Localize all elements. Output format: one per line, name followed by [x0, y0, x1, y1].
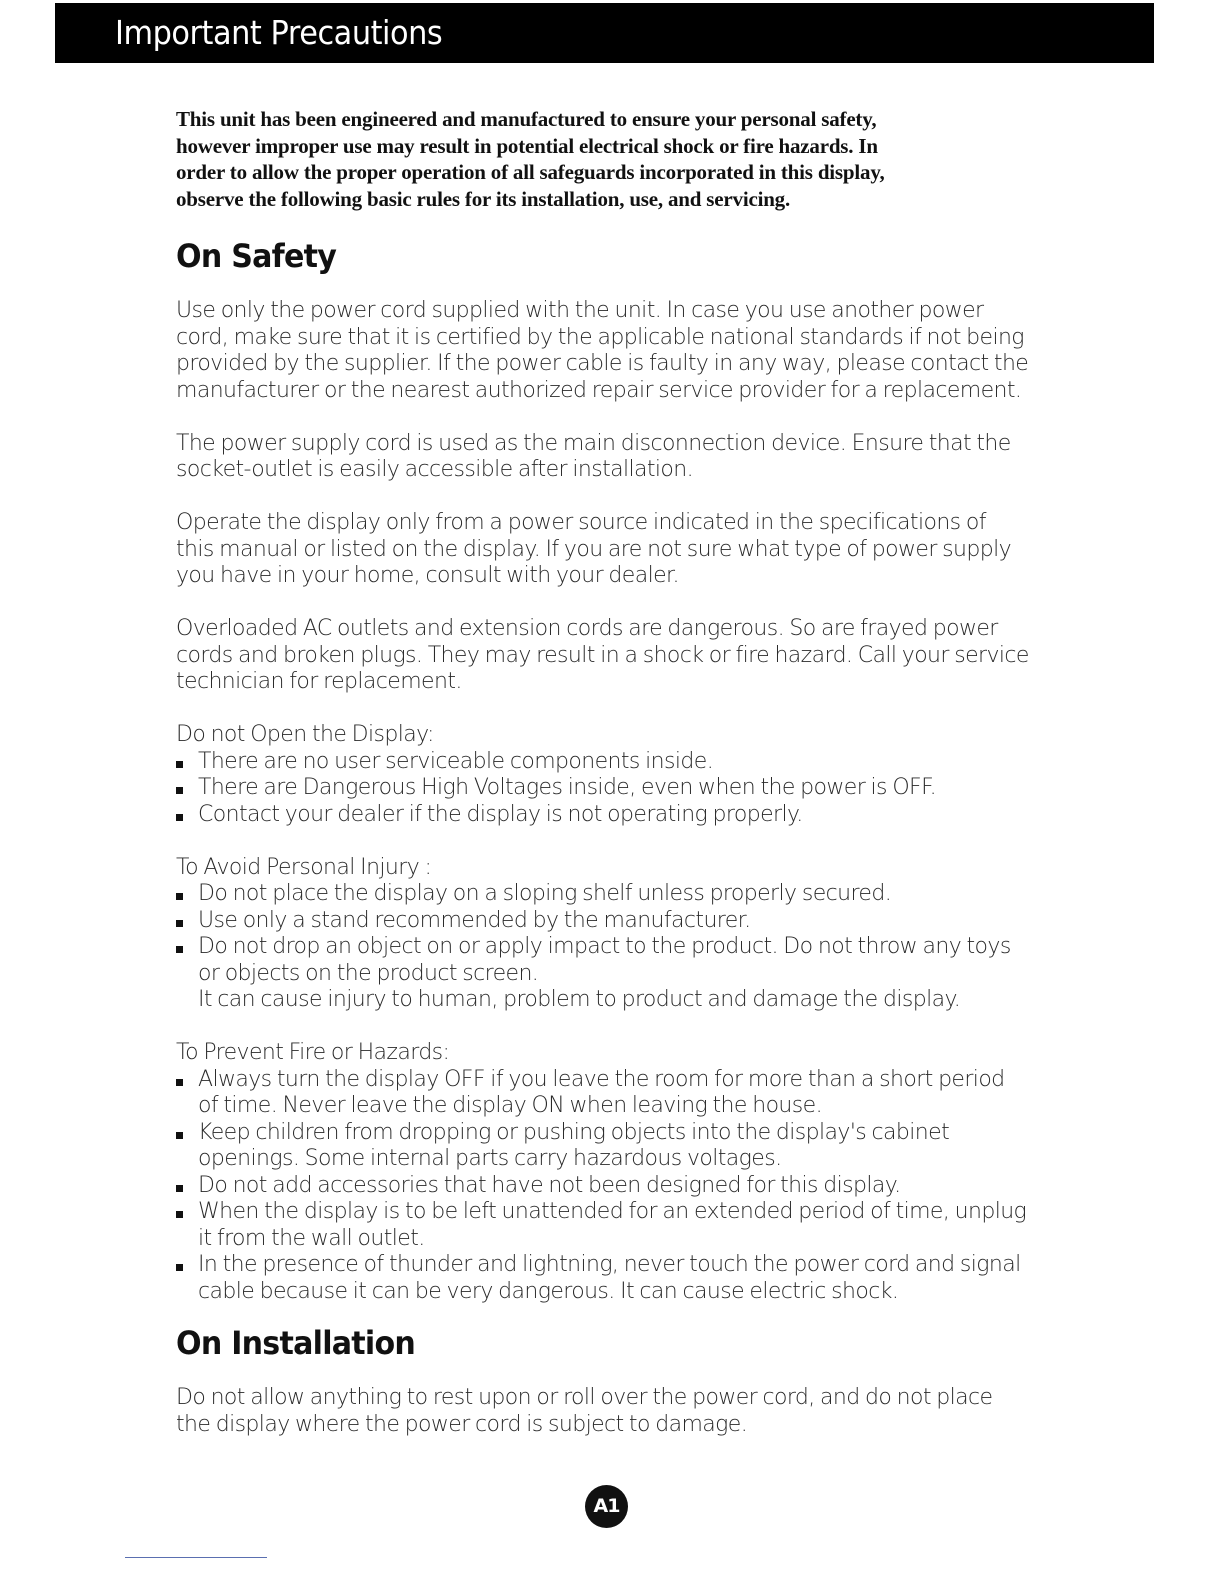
text-line: Do not allow anything to rest upon or roll over the power cord, and do not place	[176, 1385, 993, 1410]
text-line: socket-outlet is easily accessible after installation.	[176, 457, 694, 482]
text-line: Use only the power cord supplied with the unit. In case you use another power	[176, 298, 984, 323]
safety-paragraph	[176, 510, 1056, 590]
list-item	[176, 1199, 1056, 1252]
open-display-list	[176, 749, 1056, 829]
text-line: Contact your dealer if the display is not operating properly.	[198, 801, 803, 827]
list-item	[176, 881, 1056, 908]
intro-line: order to allow the proper operation of all safeguards incorporated in this display,	[176, 160, 885, 184]
fire-list	[176, 1067, 1056, 1306]
bullet-icon	[176, 920, 183, 927]
list-item	[176, 1120, 1056, 1173]
text-line: Do not add accessories that have not been designed for this display.	[198, 1172, 901, 1198]
bullet-icon	[176, 893, 183, 900]
bullet-icon	[176, 814, 183, 821]
installation-paragraph	[176, 1385, 1056, 1438]
text-line: it from the wall outlet.	[198, 1225, 425, 1251]
safety-paragraph	[176, 298, 1056, 404]
list-title-injury: To Avoid Personal Injury :	[176, 854, 432, 880]
text-line: the display where the power cord is subject to damage.	[176, 1411, 748, 1437]
text-line: Keep children from dropping or pushing objects into the display's cabinet	[198, 1119, 950, 1145]
intro-line: however improper use may result in potential electrical shock or fire hazards. In	[176, 133, 878, 158]
bullet-icon	[176, 946, 183, 953]
footer-divider	[125, 1557, 267, 1558]
injury-list	[176, 881, 1056, 1014]
text-line: When the display is to be left unattended for an extended period of time, unplug	[198, 1199, 1027, 1224]
list-item	[176, 802, 1056, 829]
text-line: Overloaded AC outlets and extension cords are dangerous. So are frayed power	[176, 616, 998, 641]
safety-paragraph	[176, 431, 1056, 484]
text-line: of time. Never leave the display ON when leaving the house.	[198, 1093, 822, 1118]
page-title: Important Precautions	[115, 13, 443, 52]
bullet-icon	[176, 1079, 183, 1086]
section-heading-safety: On Safety	[176, 237, 337, 275]
list-item	[176, 908, 1056, 935]
text-line: Do not place the display on a sloping shelf unless properly secured.	[198, 881, 892, 906]
text-line: There are no user serviceable components inside.	[198, 748, 714, 774]
list-title-open-display: Do not Open the Display:	[176, 722, 434, 747]
list-item	[176, 1252, 1056, 1305]
text-line: you have in your home, consult with your dealer.	[176, 563, 679, 588]
text-line: technician for replacement.	[176, 669, 462, 694]
text-line: It can cause injury to human, problem to product and damage the display.	[198, 987, 961, 1012]
section-heading-installation: On Installation	[176, 1324, 416, 1362]
text-line: There are Dangerous High Voltages inside, even when the power is OFF.	[198, 775, 937, 800]
text-line: cord, make sure that it is certified by the applicable national standards if not being	[176, 324, 1024, 350]
text-line: Do not drop an object on or apply impact to the product. Do not throw any toys	[198, 934, 1011, 959]
page-number-badge: A1	[585, 1485, 628, 1528]
text-line: manufacturer or the nearest authorized repair service provider for a replacement.	[176, 377, 1022, 403]
text-line: Always turn the display OFF if you leave the room for more than a short period	[198, 1066, 1005, 1092]
text-line: cable because it can be very dangerous. It can cause electric shock.	[198, 1278, 899, 1304]
text-line: Operate the display only from a power source indicated in the specifications of	[176, 510, 986, 535]
text-line: Use only a stand recommended by the manufacturer.	[198, 907, 751, 933]
text-line: openings. Some internal parts carry hazardous voltages.	[198, 1146, 782, 1171]
list-title-fire: To Prevent Fire or Hazards:	[176, 1040, 450, 1065]
bullet-icon	[176, 1185, 183, 1192]
intro-line: observe the following basic rules for its installation, use, and servicing.	[176, 186, 791, 211]
safety-paragraph	[176, 616, 1056, 696]
intro-line: This unit has been engineered and manufactured to ensure your personal safety,	[176, 107, 877, 131]
text-line: or objects on the product screen.	[198, 960, 539, 986]
list-item	[176, 1173, 1056, 1200]
list-item	[176, 749, 1056, 776]
content	[176, 106, 1056, 1438]
intro-text	[176, 106, 1056, 212]
list-item	[176, 775, 1056, 802]
header-bar	[55, 3, 1154, 63]
text-line: In the presence of thunder and lightning, never touch the power cord and signal	[198, 1252, 1021, 1277]
bullet-icon	[176, 787, 183, 794]
list-item	[176, 1067, 1056, 1120]
bullet-icon	[176, 1264, 183, 1271]
bullet-icon	[176, 1132, 183, 1139]
list-item	[176, 934, 1056, 1014]
bullet-icon	[176, 761, 183, 768]
text-line: The power supply cord is used as the main disconnection device. Ensure that the	[176, 430, 1011, 456]
text-line: this manual or listed on the display. If you are not sure what type of power supply	[176, 536, 1012, 562]
text-line: cords and broken plugs. They may result in a shock or fire hazard. Call your service	[176, 642, 1029, 668]
text-line: provided by the supplier. If the power cable is faulty in any way, please contact the	[176, 351, 1029, 376]
bullet-icon	[176, 1211, 183, 1218]
